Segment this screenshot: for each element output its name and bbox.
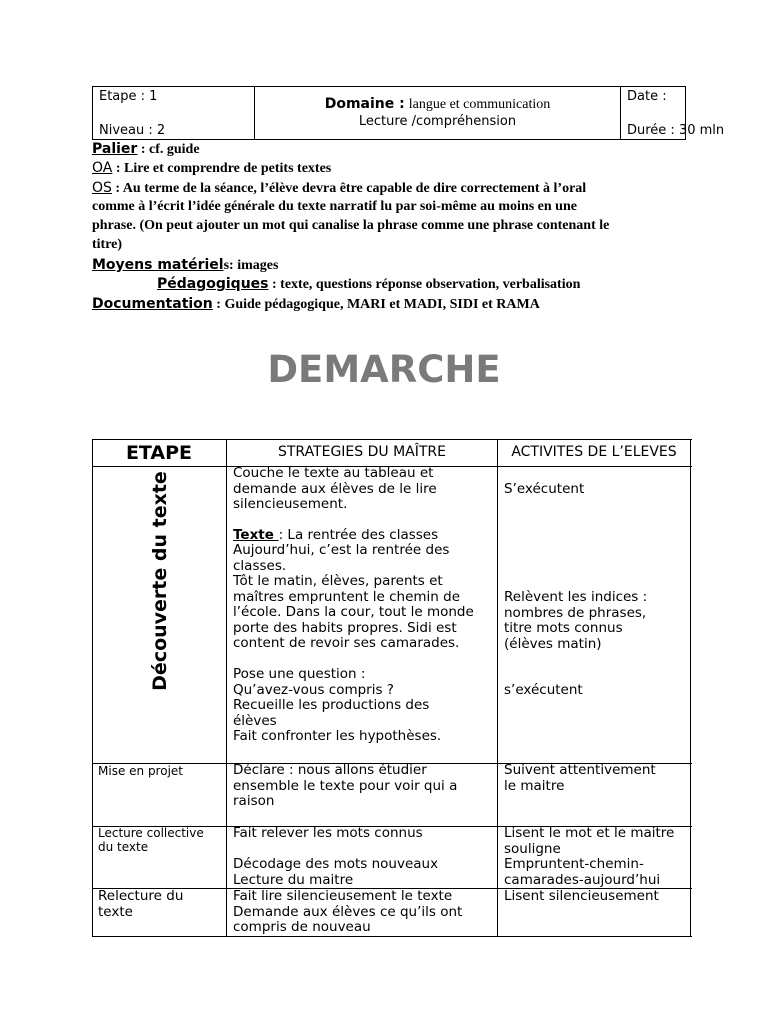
strategie-decouverte-texte: Aujourd’hui, c’est la rentrée des classes. Tôt le matin, élèves, parents et maîtres empruntent le chemin de l’école. Dans la cour, tout le monde porte des habits propres. Sidi est content de revoir ses camarades. Pose une question : Qu’avez-vous compris ? Recueille les productions des élèves Fait confronter les hypothèses.: [233, 542, 474, 744]
col-header-etape: ETAPE: [125, 442, 193, 464]
moyens-value: s: images: [223, 258, 279, 273]
texte-label: Texte: [233, 527, 279, 543]
oa-line: [92, 160, 331, 177]
os-label: OS: [92, 180, 112, 196]
doc-line: [92, 296, 540, 313]
niveau-label: Niveau : 2: [99, 123, 166, 138]
doc-value: : Guide pédagogique, MARI et MADI, SIDI et RAMA: [216, 297, 540, 312]
os-line-2: comme à l’écrit l’idée générale du texte narratif lu par soi-même au moins en une: [92, 199, 577, 214]
activite-relecture: Lisent silencieusement: [504, 888, 659, 904]
os-line-1: [92, 180, 586, 197]
pedago-line: [157, 276, 580, 293]
palier-line: [92, 141, 200, 158]
etape-mise-en-projet: Mise en projet: [98, 764, 183, 778]
os-line-4: titre): [92, 237, 123, 252]
domaine-label: Domaine :: [324, 96, 405, 112]
strategie-mise-en-projet: Déclare : nous allons étudier ensemble le texte pour voir qui a raison: [233, 762, 458, 809]
page-title: DEMARCHE: [267, 348, 501, 391]
col-header-activites: ACTIVITES DE L’ELEVES: [511, 444, 677, 460]
os-text-1: : Au terme de la séance, l’élève devra être capable de dire correctement à l’oral: [115, 181, 587, 196]
texte-value: : La rentrée des classes: [278, 527, 439, 543]
domaine-value: langue et communication: [408, 97, 551, 112]
strategie-relecture: Fait lire silencieusement le texte Demande aux élèves ce qu’ils ont compris de nouveau: [233, 888, 463, 935]
date-label: Date :: [627, 89, 667, 104]
activite-lecture-collective: Lisent le mot et le maitre souligne Empruntent-chemin- camarades-aujourd’hui: [504, 825, 675, 888]
domaine-line: [255, 95, 620, 113]
strategie-decouverte-intro: Couche le texte au tableau et demande aux élèves de le lire silencieusement.: [233, 465, 437, 512]
activite-decouverte-1: S’exécutent: [504, 481, 585, 497]
table-border: [92, 439, 692, 440]
demarche-table: [92, 439, 692, 937]
header-cell-date: [621, 87, 725, 139]
table-divider: [226, 439, 227, 937]
strategie-lecture-collective: Fait relever les mots connus Décodage des mots nouveaux Lecture du maitre: [233, 825, 439, 888]
os-line-3: phrase. (On peut ajouter un mot qui canalise la phrase comme une phrase contenant le: [92, 218, 610, 233]
activite-decouverte-2: Relèvent les indices : nombres de phrases, titre mots connus (élèves matin): [504, 589, 648, 652]
moyens-label: Moyens matériel: [92, 257, 224, 273]
col-header-strategies: STRATEGIES DU MAÎTRE: [277, 444, 447, 460]
etape-lecture-collective: Lecture collective du texte: [98, 826, 204, 854]
moyens-line: [92, 257, 278, 274]
header-table: [92, 86, 725, 140]
table-border: [92, 439, 93, 937]
table-divider: [497, 439, 498, 937]
activite-mise-en-projet: Suivent attentivement le maitre: [504, 762, 656, 794]
etape-relecture: Relecture du texte: [98, 888, 184, 920]
duree-label: Durée : 30 mln: [627, 123, 725, 138]
pedago-label: Pédagogiques: [157, 276, 269, 292]
doc-label: Documentation: [92, 296, 213, 312]
table-border: [690, 439, 691, 937]
header-cell-etape: [93, 87, 255, 139]
etape-decouverte: Découverte du texte: [149, 471, 171, 691]
oa-label: OA: [92, 160, 113, 176]
oa-value: : Lire et comprendre de petits textes: [115, 161, 332, 176]
lecture-label: Lecture /compréhension: [358, 114, 517, 129]
activite-decouverte-3: s’exécutent: [504, 682, 583, 698]
header-cell-domaine: [255, 87, 621, 139]
table-border: [92, 936, 692, 937]
etape-label: Etape : 1: [99, 89, 158, 104]
palier-value: : cf. guide: [140, 142, 200, 157]
palier-label: Palier: [92, 141, 138, 157]
pedago-value: : texte, questions réponse observation, verbalisation: [272, 277, 581, 292]
